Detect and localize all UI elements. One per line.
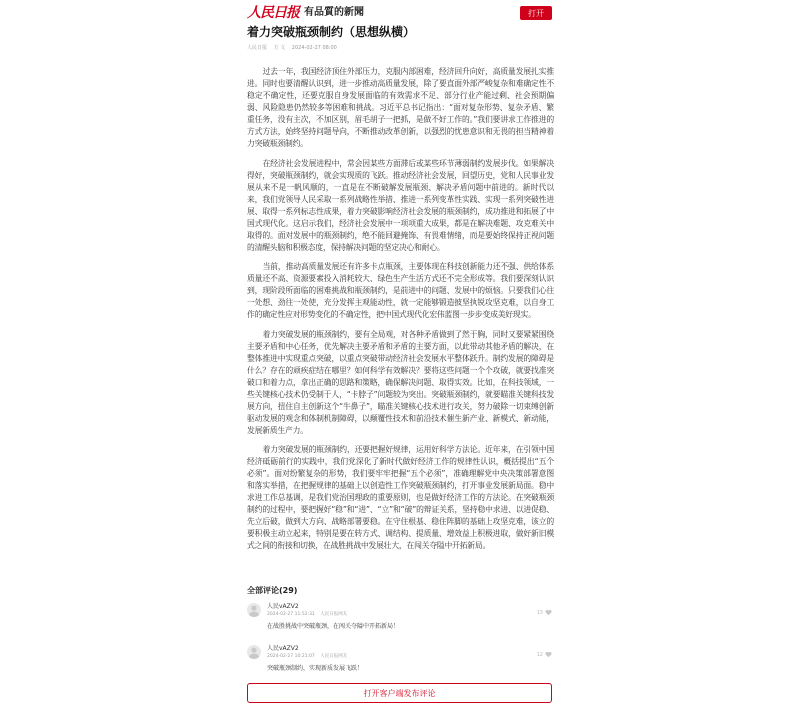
comment-datetime: 2024-02-27 11:52:31 xyxy=(267,612,315,617)
article-paragraph: 在经济社会发展进程中，常会因某些方面滞后或某些环节薄弱制约发展步伐。如果解决得好，突破瓶颈制约，就会实现质的飞跃。推动经济社会发展，回望历史，党和人民事业发展从来不是一帆风顺的，一直是在不断破解发展瓶颈、解决矛盾问题中前进的。新时代以来，我们党领导人民采取一系列战略性举措、推进一系列变革性实践、实现一系列突破性进展、取得一系列标志性成果，着力突破影响经济社会发展的瓶颈制约，成功推进和拓展了中国式现代化。这启示我们，经济社会发展中一项项重大成果，都是在解决难题、攻克难关中取得的。面对发展中的瓶颈制约，绝不能回避掩饰、有畏难情绪，而是要始终保持正视问题的清醒头脑和积极态度，保持解决问题的坚定决心和耐心。 xyxy=(247,158,554,252)
avatar-placeholder-icon[interactable] xyxy=(247,645,261,659)
open-app-button[interactable]: 打开 xyxy=(520,6,552,20)
comment-meta xyxy=(267,654,351,660)
comment-text: 突破瓶颈制约，实现新质发展飞跃！ xyxy=(267,665,364,672)
like-count: 13 xyxy=(536,609,543,616)
comment-text: 在战胜挑战中突破瓶颈，在闯关夺隘中开拓新局！ xyxy=(267,623,400,630)
comment-item xyxy=(247,645,552,679)
people-daily-logo[interactable]: 人民日报 xyxy=(247,4,299,21)
article-paragraph: 着力突破发展的瓶颈制约，还要把握好规律，运用好科学方法论。近年来，在引领中国经济砥砺前行的实践中，我们党深化了新时代做好经济工作的规律性认识，概括提出“五个必须”。面对纷繁复杂的形势，我们要牢牢把握“五个必须”，准确理解党中央决策部署意图和落实举措，在把握规律的基础上以创造性工作突破瓶颈制约，打开事业发展新局面。稳中求进工作总基调，是我们党治国理政的重要原则，也是做好经济工作的方法论。在突破瓶颈制约的过程中，要把握好“稳”和“进”、“立”和“破”的辩证关系，坚持稳中求进、以进促稳、先立后破，做到大方向、战略部署要稳。在守住根基、稳住阵脚的基础上攻坚克难，该立的要积极主动立起来，特别是要在转方式、调结构、提质量、增效益上积极进取，做好新旧模式之间的衔接和切换，在战胜挑战中发展壮大，在闯关夺隘中开拓新局。 xyxy=(247,445,554,550)
article-source: 人民日报 xyxy=(247,45,268,51)
article-datetime: 2024-02-27 08:00 xyxy=(291,45,337,51)
article-title: 着力突破瓶颈制约（思想纵横） xyxy=(247,25,416,39)
top-bar xyxy=(247,0,552,25)
avatar-placeholder-icon[interactable] xyxy=(247,603,261,617)
like-button[interactable] xyxy=(537,651,552,658)
comment-username[interactable]: 人民vAZV2 xyxy=(267,603,299,610)
article-meta xyxy=(247,44,552,52)
comment-source: 人民日报网友 xyxy=(320,654,348,659)
heart-icon xyxy=(545,609,552,616)
article-paragraph: 当前，推动高质量发展还有许多卡点瓶颈，主要体现在科技创新能力还不强、供给体系质量还不高、资源要素投入消耗较大、绿色生产生活方式还不完全形成等。我们要深刻认识到，现阶段所面临的困难挑战和瓶颈制约，是前进中的问题、发展中的烦恼。只要我们心往一处想、劲往一处使，充分发挥主观能动性，就一定能够锻造披坚执锐攻坚克难，以自身工作的确定性应对形势变化的不确定性，把中国式现代化宏伟蓝图一步步变成美好现实。 xyxy=(247,262,554,319)
comments-heading: 全部评论(29) xyxy=(247,586,298,595)
article-body xyxy=(247,66,554,560)
comment-meta xyxy=(267,612,351,618)
article-paragraph: 着力突破发展的瓶颈制约，要有全局观，对各种矛盾做到了然于胸，同时又要紧紧围绕主要矛盾和中心任务，优先解决主要矛盾和矛盾的主要方面，以此带动其他矛盾的解决，在整体推进中实现重点突破，以重点突破带动经济社会发展水平整体跃升。制约发展的障碍是什么？存在的顽疾症结在哪里？如何科学有效解决？要将这些问题一个个攻破，就要找准突破口和着力点，拿出正确的思路和策略，确保解决问题、取得实效。比如，在科技领域，一些关键核心技术仍受制于人，“卡脖子”问题较为突出。突破瓶颈制约，就要瞄准关键科技发展方向，扭住自主创新这个“牛鼻子”，瞄准关键核心技术进行攻关，努力破除一切束缚创新驱动发展的观念和体制机制障碍，以颠覆性技术和前沿技术催生新产业、新模式、新动能，发展新质生产力。 xyxy=(247,329,554,435)
like-button[interactable] xyxy=(537,609,552,616)
comment-item xyxy=(247,603,552,637)
header-slogan: 有品質的新聞 xyxy=(304,6,364,18)
comment-source: 人民日报网友 xyxy=(320,612,348,617)
article-paragraph: 过去一年，我国经济顶住外部压力，克服内部困难，经济回升向好，高质量发展扎实推进。同时也要清醒认识到，进一步推动高质量发展，除了要直面外部严峻复杂和难确定性不稳定不确定性，还要克服自身发展面临的有效需求不足、部分行业产能过剩、社会预期偏弱、风险隐患仍然较多等困难和挑战。习近平总书记指出：“面对复杂形势、复杂矛盾、繁重任务，没有主次，不加区别，眉毛胡子一把抓，是做不好工作的。”我们要讲求工作推进的方式方法，始终坚持问题导向，不断推动改革创新，以强烈的忧患意识和无畏的担当精神着力突破瓶颈制约。 xyxy=(247,67,554,148)
open-client-comment-button[interactable]: 打开客户端发布评论 xyxy=(247,683,552,703)
comment-username[interactable]: 人民vAZV2 xyxy=(267,645,299,652)
article-author: 方 文 xyxy=(273,45,286,51)
comment-datetime: 2024-02-27 10:21:07 xyxy=(267,654,315,659)
heart-icon xyxy=(545,651,552,658)
like-count: 12 xyxy=(536,651,543,658)
